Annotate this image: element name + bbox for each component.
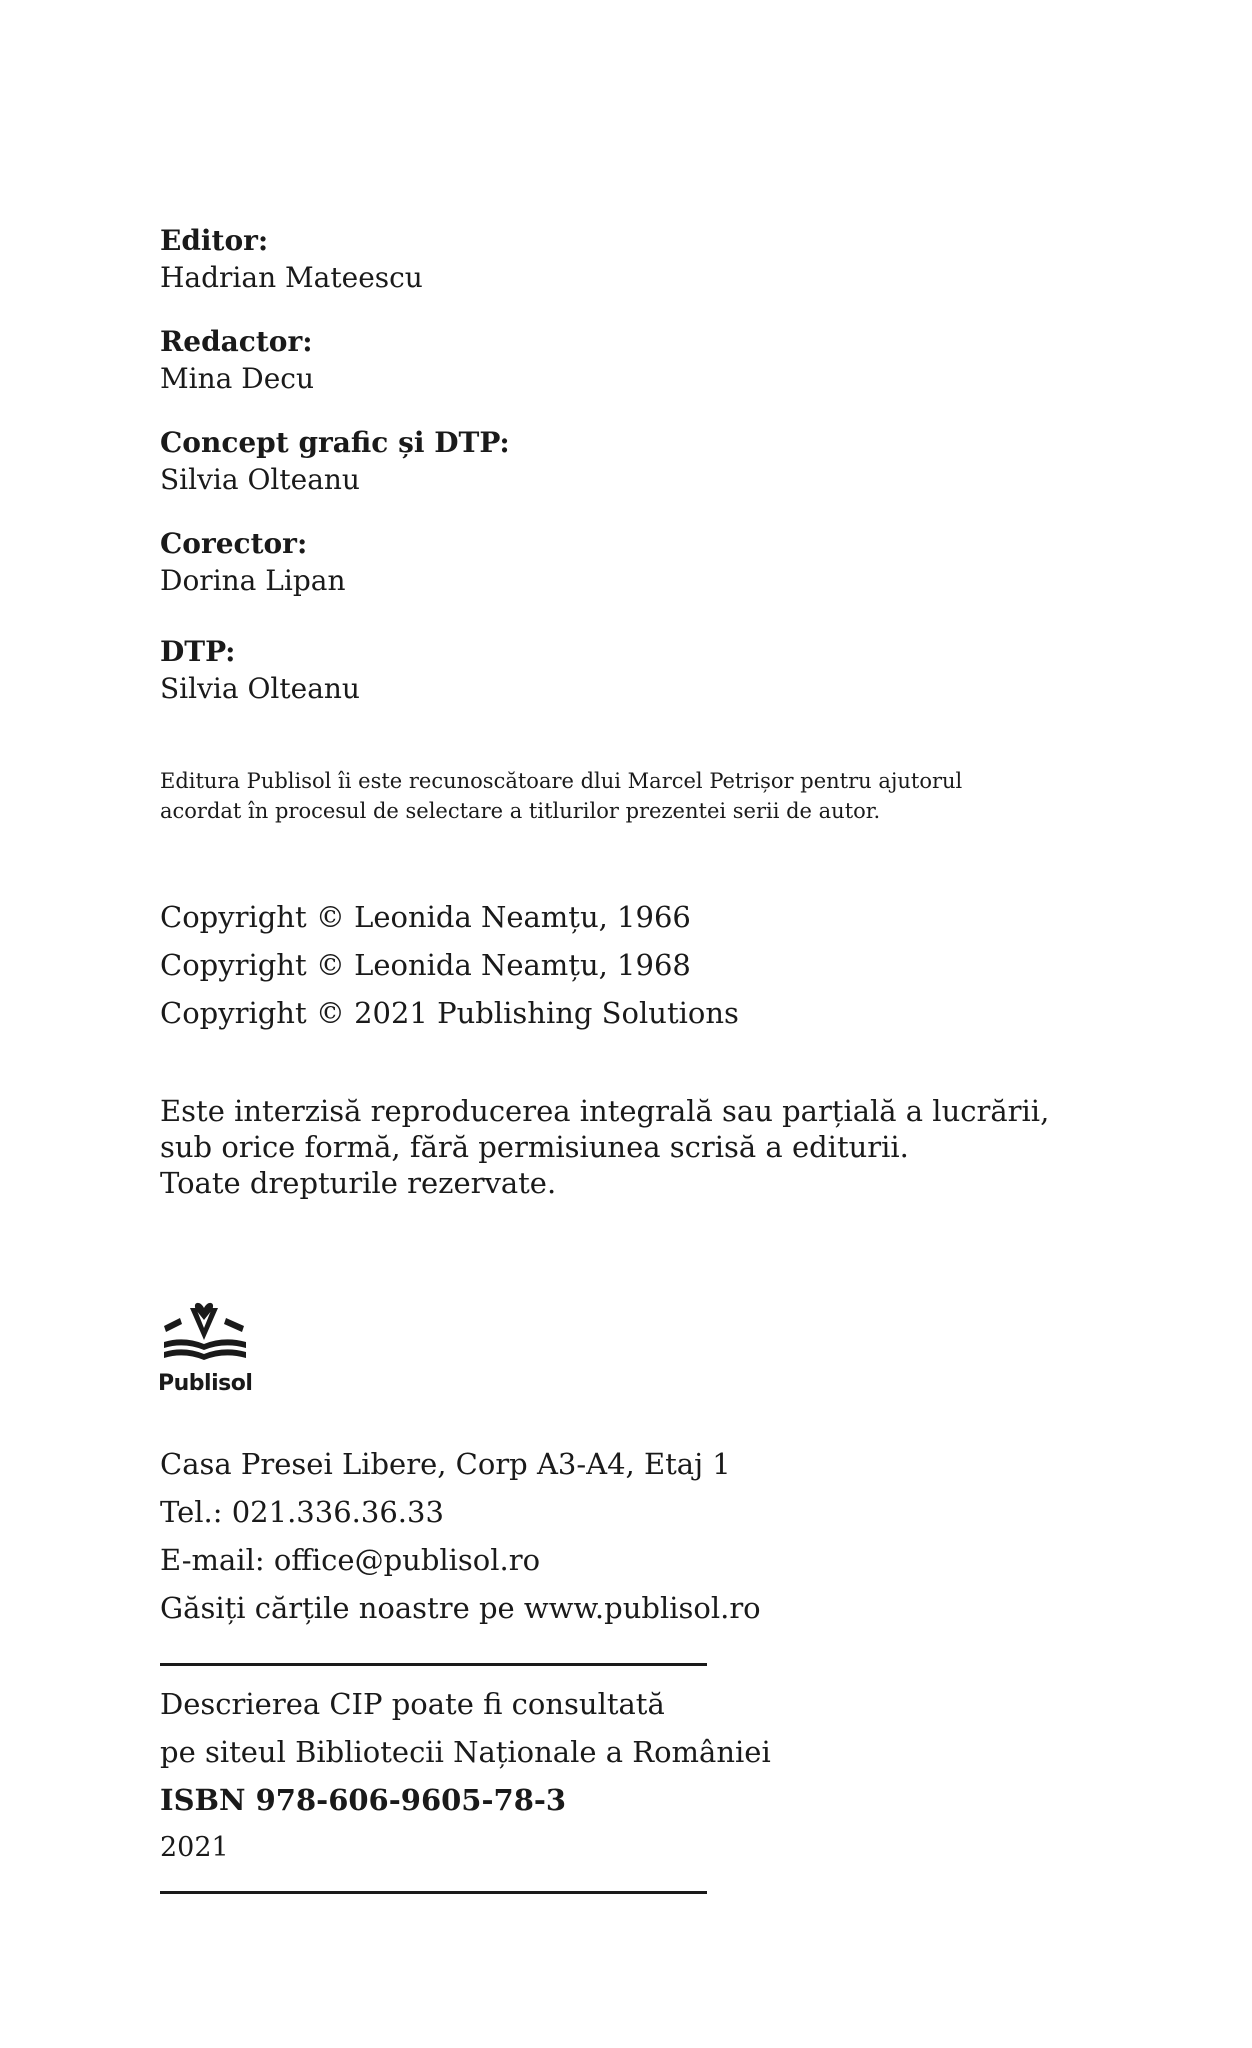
contact-phone: Tel.: 021.336.36.33 <box>160 1495 444 1529</box>
publication-year: 2021 <box>160 1832 229 1863</box>
rights-line: Toate drepturile rezervate. <box>160 1166 557 1200</box>
credit-redactor <box>160 323 314 397</box>
cip-block <box>160 1680 771 1872</box>
credit-person: Silvia Olteanu <box>160 463 360 496</box>
copyright-block <box>160 893 739 1037</box>
rights-notice <box>160 1093 1060 1201</box>
credit-role: DTP: <box>160 635 236 668</box>
publisol-logo-icon <box>160 1296 256 1374</box>
cip-line: pe siteul Bibliotecii Naționale a României <box>160 1735 771 1769</box>
divider-bottom <box>160 1891 707 1894</box>
copyright-line: Copyright © 2021 Publishing Solutions <box>160 996 739 1030</box>
rights-line: sub orice formă, fără permisiunea scrisă a editurii. <box>160 1130 909 1164</box>
credit-corector <box>160 525 345 599</box>
credit-role: Concept grafic și DTP: <box>160 426 510 459</box>
contact-website: Găsiți cărțile noastre pe www.publisol.ro <box>160 1591 761 1625</box>
colophon-page <box>160 0 1060 2048</box>
credit-dtp <box>160 633 360 707</box>
rights-line: Este interzisă reproducerea integrală sau parțială a lucrării, <box>160 1094 1050 1128</box>
credit-person: Mina Decu <box>160 362 314 395</box>
publisher-logo <box>160 1296 260 1406</box>
credit-role: Redactor: <box>160 325 313 358</box>
credit-concept-dtp <box>160 424 510 498</box>
divider-top <box>160 1663 707 1666</box>
credit-role: Editor: <box>160 224 269 257</box>
contact-email: E-mail: office@publisol.ro <box>160 1543 541 1577</box>
contact-block <box>160 1440 761 1632</box>
isbn-number: ISBN 978-606-9605-78-3 <box>160 1783 567 1817</box>
contact-address: Casa Presei Libere, Corp A3-A4, Etaj 1 <box>160 1447 731 1481</box>
acknowledgement-text: Editura Publisol îi este recunoscătoare dlui Marcel Petrișor pentru ajutorul acordat în procesul de selectare a titlurilor prezentei serii de autor. <box>160 769 963 823</box>
credit-person: Hadrian Mateescu <box>160 261 423 294</box>
copyright-line: Copyright © Leonida Neamțu, 1966 <box>160 900 691 934</box>
credit-role: Corector: <box>160 527 308 560</box>
credit-person: Dorina Lipan <box>160 564 346 597</box>
credit-person: Silvia Olteanu <box>160 672 360 705</box>
credit-editor <box>160 222 423 296</box>
copyright-line: Copyright © Leonida Neamțu, 1968 <box>160 948 691 982</box>
logo-wordmark: Publisol <box>158 1371 253 1396</box>
cip-line: Descrierea CIP poate fi consultată <box>160 1687 665 1721</box>
